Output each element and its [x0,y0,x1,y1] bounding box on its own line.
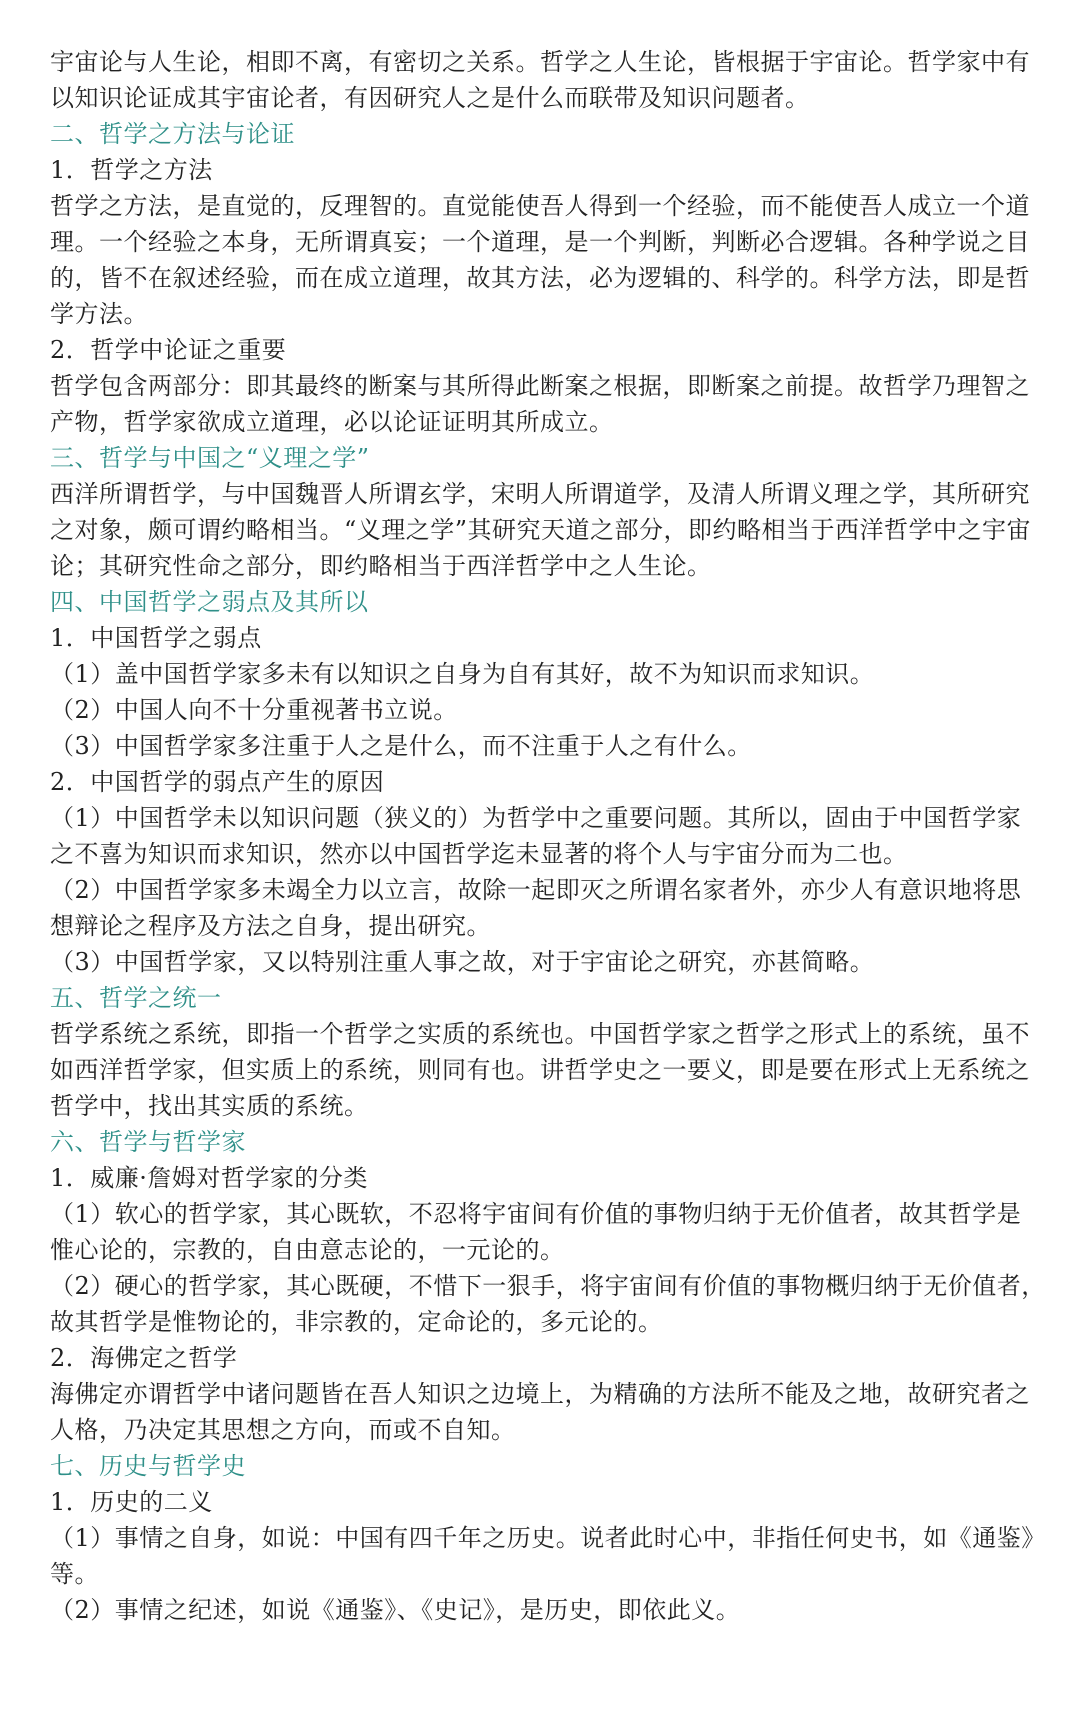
subsection-heading: 1．哲学之方法 [50,156,213,184]
subsection-heading: 1．历史的二义 [50,1488,213,1516]
paragraph-line: 西洋所谓哲学，与中国魏晋人所谓玄学，宋明人所谓道学，及清人所谓义理之学，其所研究 [50,480,1030,508]
subsection-heading: 2．哲学中论证之重要 [50,336,287,364]
section-heading: 二、哲学之方法与论证 [50,120,295,148]
subsection-heading: 2．中国哲学的弱点产生的原因 [50,768,385,796]
paragraph-line: 之对象，颇可谓约略相当。“义理之学”其研究天道之部分，即约略相当于西洋哲学中之宇宙 [50,516,1032,544]
paragraph-line: 如西洋哲学家，但实质上的系统，则同有也。讲哲学史之一要义，即是要在形式上无系统之 [50,1056,1030,1084]
paragraph-line: 哲学之方法，是直觉的，反理智的。直觉能使吾人得到一个经验，而不能使吾人成立一个道 [50,192,1030,220]
paragraph-line: 哲学包含两部分：即其最终的断案与其所得此断案之根据，即断案之前提。故哲学乃理智之 [50,372,1030,400]
list-item: （2）事情之纪述，如说《通鉴》、《史记》，是历史，即依此义。 [50,1596,741,1624]
paragraph-line: 之不喜为知识而求知识，然亦以中国哲学迄未显著的将个人与宇宙分而为二也。 [50,840,908,868]
paragraph-line: 理。一个经验之本身，无所谓真妄；一个道理，是一个判断，判断必合逻辑。各种学说之目 [50,228,1030,256]
paragraph-line: 哲学系统之系统，即指一个哲学之实质的系统也。中国哲学家之哲学之形式上的系统，虽不 [50,1020,1030,1048]
list-item: （2）中国哲学家多未竭全力以立言，故除一起即灭之所谓名家者外，亦少人有意识地将思 [50,876,1022,904]
subsection-heading: 2．海佛定之哲学 [50,1344,238,1372]
section-heading: 五、哲学之统一 [50,984,222,1012]
list-item: （1）事情之自身，如说：中国有四千年之历史。说者此时心中，非指任何史书，如《通鉴》 [50,1524,1046,1552]
list-item: （3）中国哲学家，又以特别注重人事之故，对于宇宙论之研究，亦甚简略。 [50,948,875,976]
list-item: （1）软心的哲学家，其心既软，不忍将宇宙间有价值的事物归纳于无价值者，故其哲学是 [50,1200,1022,1228]
paragraph-line: 的，皆不在叙述经验，而在成立道理，故其方法，必为逻辑的、科学的。科学方法，即是哲 [50,264,1030,292]
paragraph-line: 海佛定亦谓哲学中诸问题皆在吾人知识之边境上，为精确的方法所不能及之地，故研究者之 [50,1380,1030,1408]
paragraph-line: 等。 [50,1560,99,1588]
list-item: （2）硬心的哲学家，其心既硬，不惜下一狠手，将宇宙间有价值的事物概归纳于无价值者， [50,1272,1046,1300]
paragraph-line: 学方法。 [50,300,148,328]
list-item: （1）盖中国哲学家多未有以知识之自身为自有其好，故不为知识而求知识。 [50,660,875,688]
section-heading: 三、哲学与中国之“义理之学” [50,444,370,472]
section-heading: 七、历史与哲学史 [50,1452,246,1480]
subsection-heading: 1．威廉·詹姆对哲学家的分类 [50,1164,368,1192]
section-heading: 六、哲学与哲学家 [50,1128,246,1156]
list-item: （3）中国哲学家多注重于人之是什么，而不注重于人之有什么。 [50,732,752,760]
list-item: （1）中国哲学未以知识问题（狭义的）为哲学中之重要问题。其所以，固由于中国哲学家 [50,804,1022,832]
paragraph-line: 故其哲学是惟物论的，非宗教的，定命论的，多元论的。 [50,1308,663,1336]
paragraph-line: 以知识论证成其宇宙论者，有因研究人之是什么而联带及知识问题者。 [50,84,810,112]
paragraph-line: 人格，乃决定其思想之方向，而或不自知。 [50,1416,516,1444]
paragraph-line: 论；其研究性命之部分，即约略相当于西洋哲学中之人生论。 [50,552,712,580]
paragraph-line: 哲学中，找出其实质的系统。 [50,1092,369,1120]
paragraph-line: 宇宙论与人生论，相即不离，有密切之关系。哲学之人生论，皆根据于宇宙论。哲学家中有 [50,48,1030,76]
paragraph-line: 产物，哲学家欲成立道理，必以论证证明其所成立。 [50,408,614,436]
section-heading: 四、中国哲学之弱点及其所以 [50,588,369,616]
list-item: （2）中国人向不十分重视著书立说。 [50,696,458,724]
subsection-heading: 1．中国哲学之弱点 [50,624,262,652]
paragraph-line: 惟心论的，宗教的，自由意志论的，一元论的。 [50,1236,565,1264]
paragraph-line: 想辩论之程序及方法之自身，提出研究。 [50,912,491,940]
document-page [50,44,1046,1628]
